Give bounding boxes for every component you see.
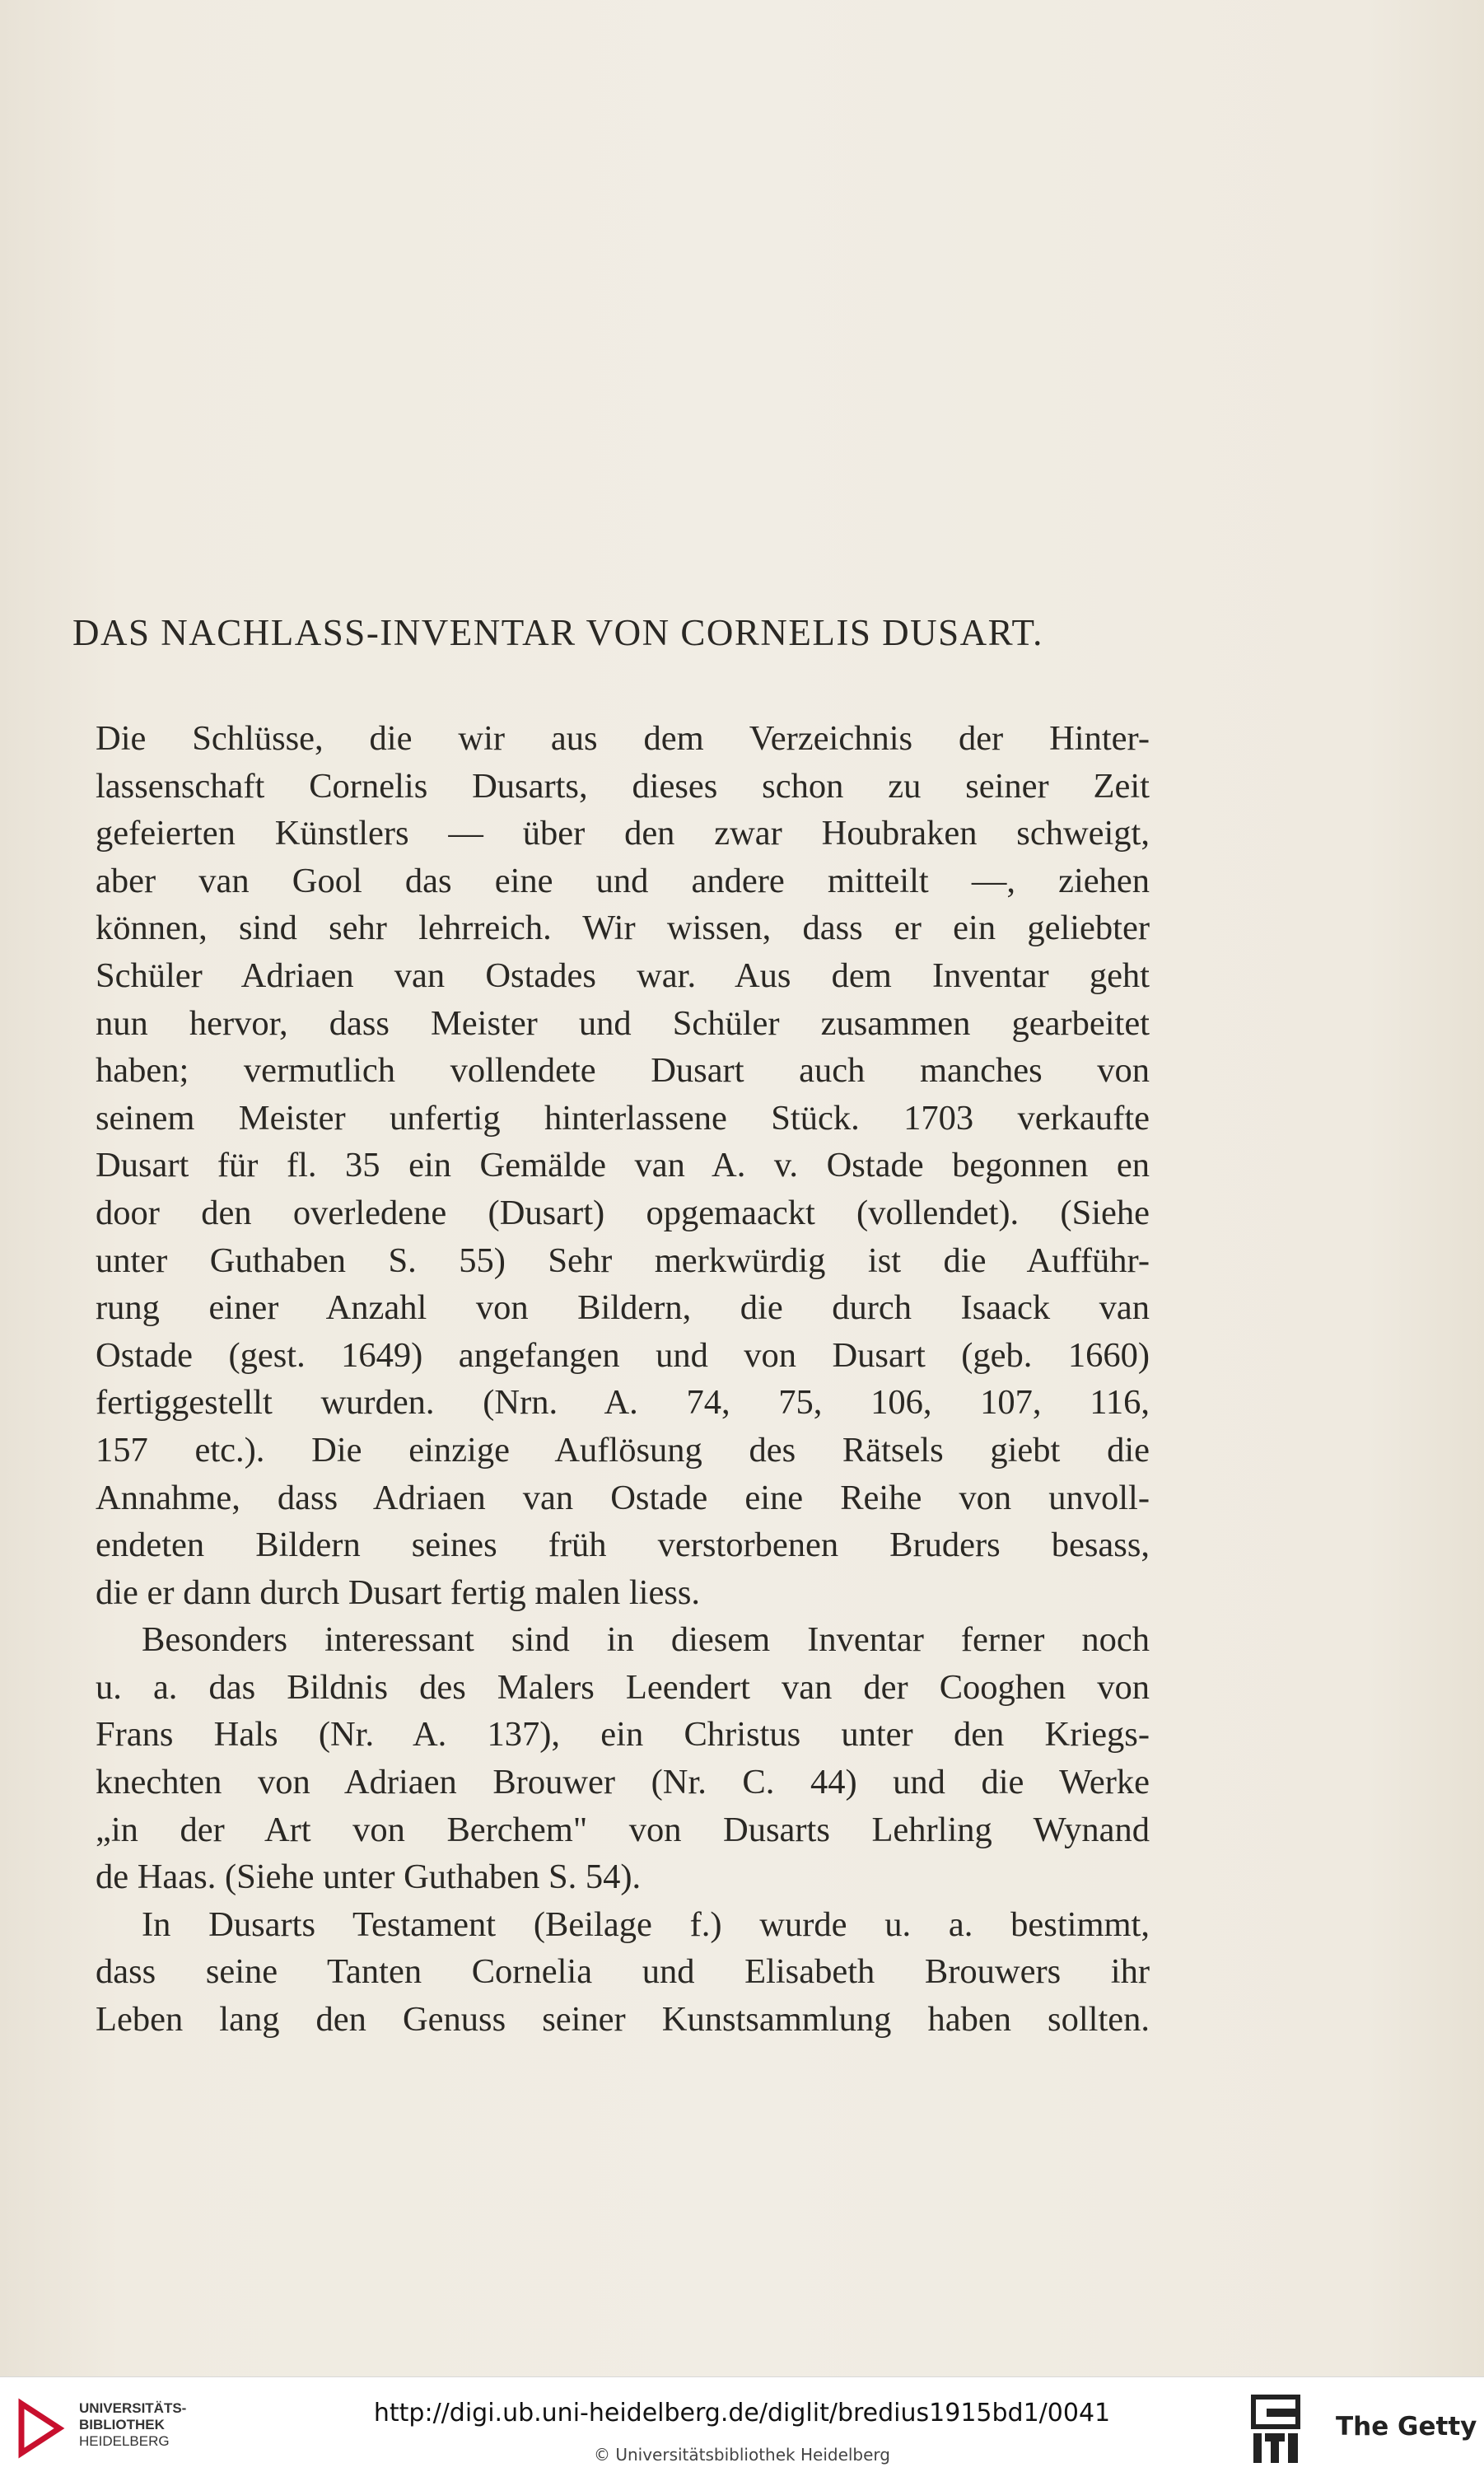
text-line: haben; vermutlich vollendete Dusart auch manches von [96, 1051, 1150, 1091]
library-line: BIBLIOTHEK [79, 2417, 165, 2432]
text-line: rung einer Anzahl von Bildern, die durch Isaack van [96, 1288, 1150, 1328]
text-line: Schüler Adriaen van Ostades war. Aus dem Inventar geht [96, 956, 1150, 995]
text-line: Leben lang den Genuss seiner Kunstsammlung haben sollten. [96, 2000, 1150, 2040]
body-text [96, 715, 1150, 2044]
permalink-url[interactable]: http://digi.ub.uni-heidelberg.de/diglit/bredius1915bd1/0041 [373, 2399, 1111, 2428]
text-line: dass seine Tanten Cornelia und Elisabeth Brouwers ihr [96, 1952, 1150, 1992]
text-line: unter Guthaben S. 55) Sehr merkwürdig ist die Aufführ- [96, 1241, 1150, 1280]
text-line: endeten Bildern seines früh verstorbenen Bruders besass, [96, 1526, 1150, 1565]
library-line: HEIDELBERG [79, 2433, 170, 2449]
text-line: seinem Meister unfertig hinterlassene Stück. 1703 verkaufte [96, 1098, 1150, 1138]
text-line: lassenschaft Cornelis Dusarts, dieses schon zu seiner Zeit [96, 766, 1150, 806]
text-line: nun hervor, dass Meister und Schüler zusammen gearbeitet [96, 1003, 1150, 1043]
text-line: Dusart für fl. 35 ein Gemälde van A. v. Ostade begonnen en [96, 1146, 1150, 1185]
partner-name: The Getty [1336, 2412, 1477, 2442]
text-line: fertiggestellt wurden. (Nrn. A. 74, 75, 106, 107, 116, [96, 1383, 1150, 1423]
text-line: aber van Gool das eine und andere mitteilt —, ziehen [96, 861, 1150, 900]
text-line: Besonders interessant sind in diesem Inventar ferner noch [142, 1620, 1150, 1660]
getty-logo-icon [1250, 2394, 1301, 2466]
library-line: UNIVERSITÄTS- [79, 2400, 187, 2416]
text-line: „in der Art von Berchem" von Dusarts Lehrling Wynand [96, 1810, 1150, 1849]
text-line: Frans Hals (Nr. A. 137), ein Christus unter den Kriegs- [96, 1715, 1150, 1755]
copyright-notice: © Universitätsbibliothek Heidelberg [593, 2445, 890, 2465]
text-line: können, sind sehr lehrreich. Wir wissen, dass er ein geliebter [96, 909, 1150, 948]
text-line: u. a. das Bildnis des Malers Leendert van der Cooghen von [96, 1667, 1150, 1707]
text-line: In Dusarts Testament (Beilage f.) wurde u. a. bestimmt, [142, 1904, 1150, 1944]
footer-bar [0, 2376, 1484, 2486]
text-line: door den overledene (Dusart) opgemaackt (vollendet). (Siehe [96, 1193, 1150, 1232]
text-line: die er dann durch Dusart fertig malen liess. [96, 1572, 701, 1612]
text-line: Die Schlüsse, die wir aus dem Verzeichnis der Hinter- [96, 719, 1150, 758]
text-line: de Haas. (Siehe unter Guthaben S. 54). [96, 1857, 642, 1897]
page-title: DAS NACHLASS-INVENTAR VON CORNELIS DUSART. [72, 612, 1043, 653]
text-line: Annahme, dass Adriaen van Ostade eine Reihe von unvoll- [96, 1478, 1150, 1517]
text-line: gefeierten Künstlers — über den zwar Houbraken schweigt, [96, 814, 1150, 853]
text-line: knechten von Adriaen Brouwer (Nr. C. 44) und die Werke [96, 1763, 1150, 1802]
text-line: Ostade (gest. 1649) angefangen und von Dusart (geb. 1660) [96, 1335, 1150, 1375]
text-line: 157 etc.). Die einzige Auflösung des Rätsels giebt die [96, 1430, 1150, 1470]
